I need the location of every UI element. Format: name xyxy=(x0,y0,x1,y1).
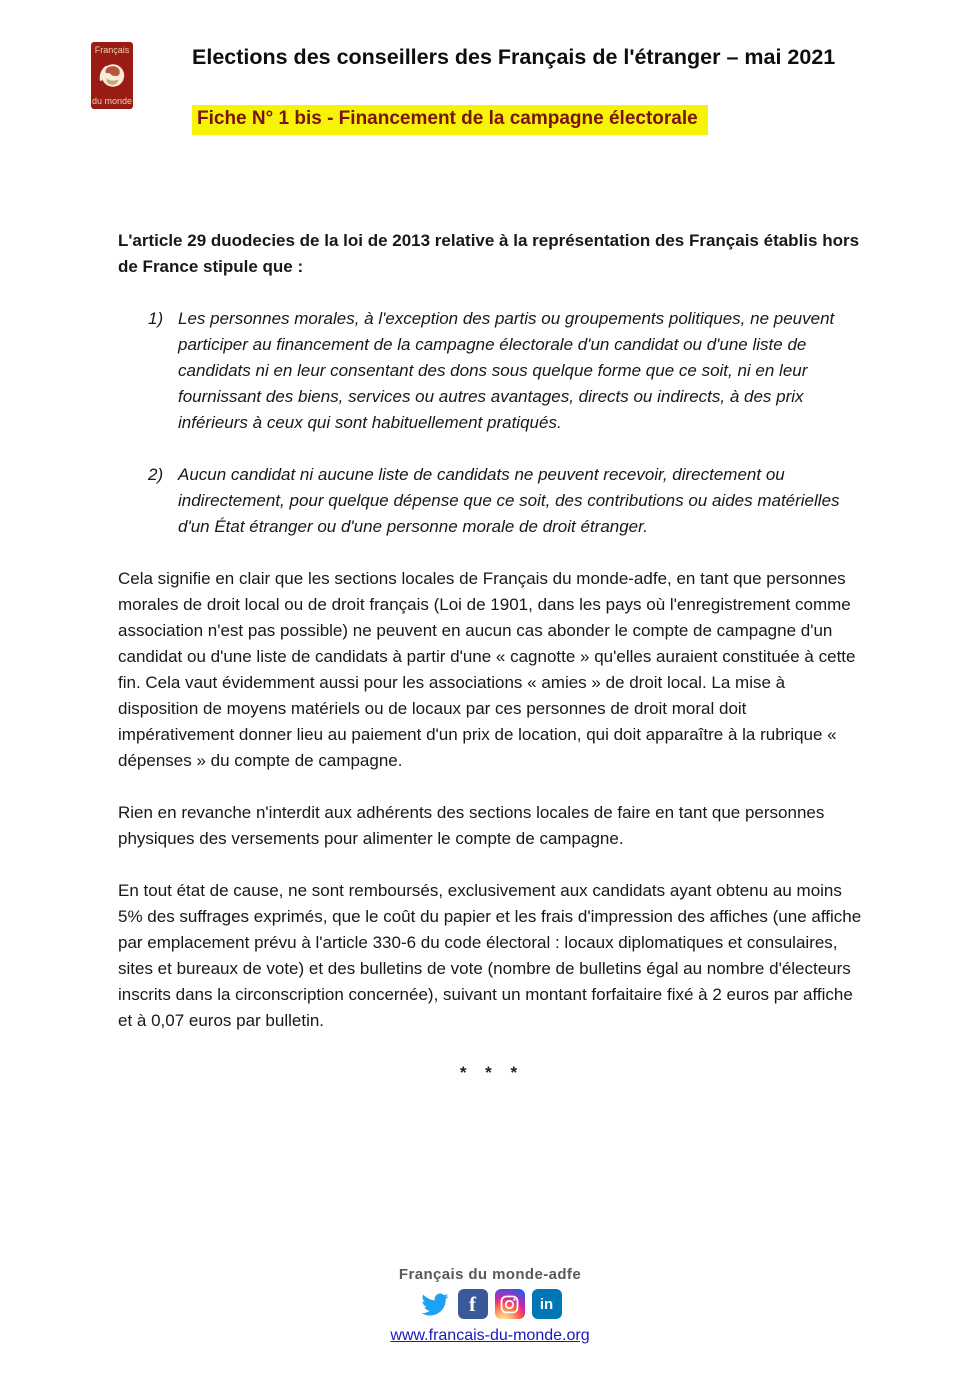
body-paragraph-3: En tout état de cause, ne sont remboursés, exclusivement aux candidats ayant obtenu au moins 5% des suffrages exprimés, que le coût du papier et les frais d'impression des affiches (une affiche par emplacement prévu à l'article 330-6 du code électoral : locaux diplomatiques et consulaires, sites et bureaux de vote) et des bulletins de vote (nombre de bulletins égal au nombre d'électeurs inscrits dans la circonscription concernée), suivant un montant forfaitaire fixé à 2 euros par affiche et à 0,07 euros par bulletin. xyxy=(118,881,862,1030)
logo-text-bottom: du monde xyxy=(91,96,133,106)
list-item-1 xyxy=(118,306,866,436)
section-separator: * * * xyxy=(459,1063,525,1082)
page-footer xyxy=(0,1266,980,1345)
twitter-icon[interactable] xyxy=(419,1291,451,1318)
org-logo xyxy=(91,42,133,109)
facebook-icon[interactable]: f xyxy=(458,1289,488,1319)
list-text: Les personnes morales, à l'exception des partis ou groupements politiques, ne peuvent participer au financement de la campagne électorale d'un candidat ou d'une liste de candidats ni en leur consentant des dons sous quelque forme que ce soit, ni en leur fournissant des biens, services ou autres avantages, directs ou indirects, à des prix inférieurs à ceux qui sont habituellement pratiqués. xyxy=(178,309,835,432)
social-links xyxy=(0,1288,980,1320)
list-number: 2) xyxy=(148,465,164,484)
page-title: Elections des conseillers des Français de l'étranger – mai 2021 xyxy=(192,45,836,69)
list-text: Aucun candidat ni aucune liste de candidats ne peuvent recevoir, directement ou indirectement, pour quelque dépense que ce soit, des contributions ou aides matérielles d'un État étranger ou d'une personne morale de droit étranger. xyxy=(178,465,840,536)
logo-text-top: Français xyxy=(94,45,130,55)
page-subtitle: Fiche N° 1 bis - Financement de la campagne électorale xyxy=(192,105,708,135)
footer-org-name: Français du monde-adfe xyxy=(398,1266,582,1283)
instagram-icon[interactable] xyxy=(495,1289,525,1319)
body-paragraph-1: Cela signifie en clair que les sections locales de Français du monde-adfe, en tant que personnes morales de droit local ou de droit français (Loi de 1901, dans les pays où l'enregistrement comme association n'est pas possible) ne peuvent en aucun cas abonder le compte de campagne d'un candidat ou d'une liste de candidats à partir d'une « cagnotte » qu'elles auraient constituée à cette fin. Cela vaut évidemment aussi pour les associations « amies » de droit local. La mise à disposition de moyens matériels ou de locaux par ces personnes de droit moral doit impérativement donner lieu au paiement d'un prix de location, qui doit apparaître à la rubrique « dépenses » du compte de campagne. xyxy=(118,569,856,770)
body-paragraph-2: Rien en revanche n'interdit aux adhérents des sections locales de faire en tant que personnes physiques des versements pour alimenter le compte de campagne. xyxy=(118,803,825,848)
website-link[interactable]: www.francais-du-monde.org xyxy=(390,1327,590,1344)
document-body xyxy=(118,228,866,1086)
intro-paragraph: L'article 29 duodecies de la loi de 2013 relative à la représentation des Français établis hors de France stipule que : xyxy=(118,231,860,276)
list-item-2 xyxy=(118,462,866,540)
list-number: 1) xyxy=(148,309,164,328)
linkedin-icon[interactable]: in xyxy=(532,1289,562,1319)
globe-icon xyxy=(97,61,127,91)
